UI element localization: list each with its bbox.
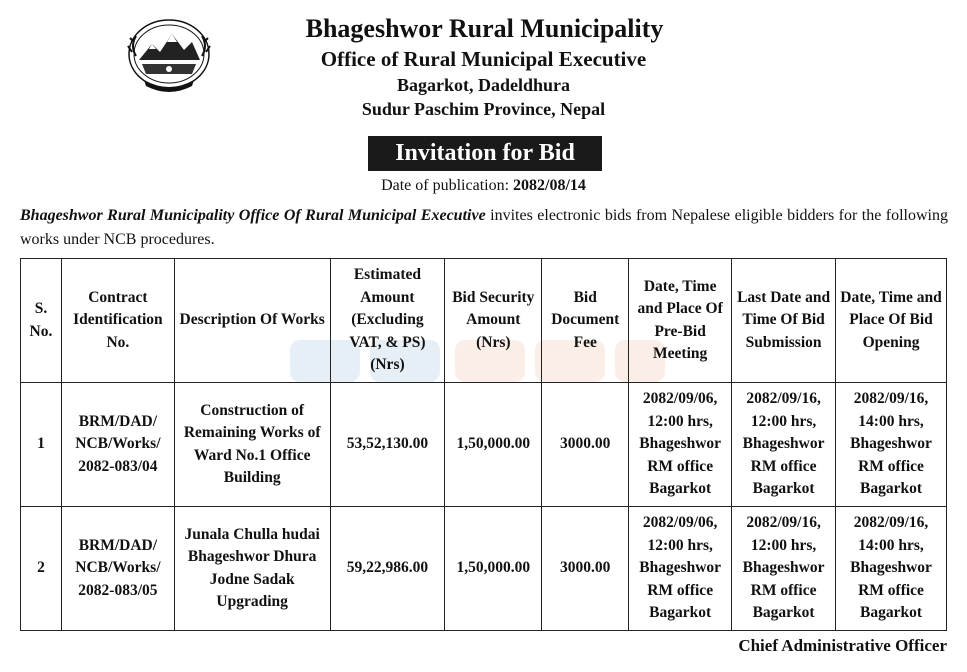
notice-title: Invitation for Bid	[368, 136, 602, 171]
cell-description: Construction of Remaining Works of Ward No.1 Office Building	[174, 383, 330, 507]
office-location: Bagarkot, Dadeldhura	[396, 75, 571, 96]
col-serial: S. No.	[21, 259, 62, 383]
cell-description: Junala Chulla hudai Bhageshwor Dhura Jodne Sadak Upgrading	[174, 507, 330, 631]
intro-paragraph	[20, 204, 948, 252]
cell-estimated-amount: 53,52,130.00	[330, 383, 445, 507]
office-name: Office of Rural Municipal Executive	[320, 46, 647, 71]
intro-text: invites electronic bids from Nepalese eligible bidders for the following works under NCB procedures.	[20, 207, 948, 248]
col-contract-id: Contract Identification No.	[61, 259, 174, 383]
table-header-row	[21, 259, 947, 383]
cell-bid-submission: 2082/09/16, 12:00 hrs, Bhageshwor RM office Bagarkot	[732, 507, 836, 631]
cell-estimated-amount: 59,22,986.00	[330, 507, 445, 631]
col-bid-opening: Date, Time and Place Of Bid Opening	[836, 259, 947, 383]
cell-bid-opening: 2082/09/16, 14:00 hrs, Bhageshwor RM office Bagarkot	[836, 383, 947, 507]
cell-serial: 1	[21, 383, 62, 507]
col-description: Description Of Works	[174, 259, 330, 383]
col-document-fee: Bid Document Fee	[542, 259, 629, 383]
intro-office-name: Bhageshwor Rural Municipality Office Of Rural Municipal Executive	[20, 207, 486, 224]
table-row	[21, 383, 947, 507]
province-country: Sudur Paschim Province, Nepal	[361, 98, 606, 119]
cell-document-fee: 3000.00	[542, 507, 629, 631]
cell-bid-submission: 2082/09/16, 12:00 hrs, Bhageshwor RM office Bagarkot	[732, 383, 836, 507]
cell-bid-opening: 2082/09/16, 14:00 hrs, Bhageshwor RM office Bagarkot	[836, 507, 947, 631]
cell-serial: 2	[21, 507, 62, 631]
col-estimated-amount: Estimated Amount (Excluding VAT, & PS) (Nrs)	[330, 259, 445, 383]
cell-contract-id: BRM/DAD/ NCB/Works/ 2082-083/05	[61, 507, 174, 631]
document-header	[0, 14, 967, 119]
col-bid-security: Bid Security Amount (Nrs)	[445, 259, 542, 383]
cell-bid-security: 1,50,000.00	[445, 507, 542, 631]
publication-date-value: 2082/08/14	[513, 177, 586, 194]
cell-pre-bid-meeting: 2082/09/06, 12:00 hrs, Bhageshwor RM office Bagarkot	[629, 383, 732, 507]
signatory-title: Chief Administrative Officer	[738, 636, 947, 655]
publication-label: Date of publication:	[381, 177, 510, 194]
cell-bid-security: 1,50,000.00	[445, 383, 542, 507]
col-bid-submission: Last Date and Time Of Bid Submission	[732, 259, 836, 383]
bid-table	[20, 258, 947, 631]
cell-document-fee: 3000.00	[542, 383, 629, 507]
cell-contract-id: BRM/DAD/ NCB/Works/ 2082-083/04	[61, 383, 174, 507]
table-row	[21, 507, 947, 631]
col-pre-bid-meeting: Date, Time and Place Of Pre-Bid Meeting	[629, 259, 732, 383]
cell-pre-bid-meeting: 2082/09/06, 12:00 hrs, Bhageshwor RM office Bagarkot	[629, 507, 732, 631]
publication-date	[0, 177, 967, 195]
municipality-name: Bhageshwor Rural Municipality	[305, 14, 664, 43]
